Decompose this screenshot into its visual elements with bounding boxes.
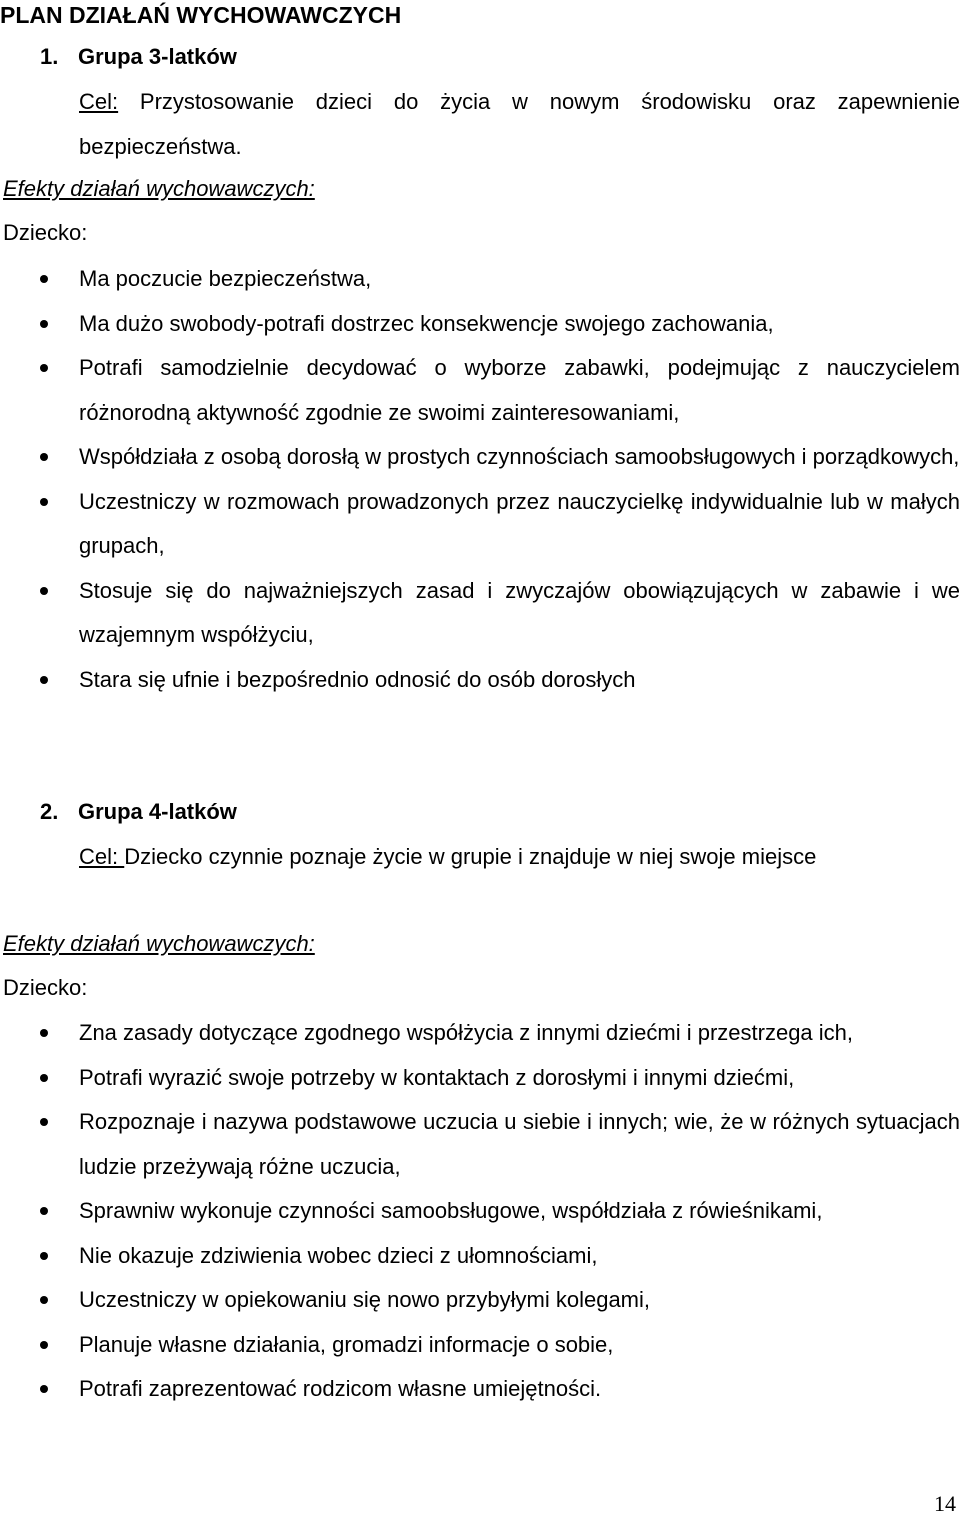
group-1-goal xyxy=(79,79,960,169)
bullet-icon xyxy=(40,498,48,506)
list-item xyxy=(0,480,960,569)
list-item-text: Stara się ufnie i bezpośrednio odnosić do osób dorosłych xyxy=(79,666,636,692)
goal-text: Dziecko czynnie poznaje życie w grupie i znajduje w niej swoje miejsce xyxy=(124,844,817,869)
group-2-child-label: Dziecko: xyxy=(3,975,88,1000)
bullet-icon xyxy=(40,676,48,684)
list-item-text: Ma dużo swobody-potrafi dostrzec konsekwencje swojego zachowania, xyxy=(79,310,774,336)
bullet-icon xyxy=(40,1385,48,1393)
list-item-text: Uczestniczy w rozmowach prowadzonych przez nauczycielkę indywidualnie lub w małych grupach, xyxy=(79,488,960,558)
list-item-text: Sprawniw wykonuje czynności samoobsługowe, współdziała z rówieśnikami, xyxy=(79,1198,823,1223)
bullet-icon xyxy=(40,1074,48,1082)
list-item xyxy=(0,658,960,703)
document-title: PLAN DZIAŁAŃ WYCHOWAWCZYCH xyxy=(0,2,402,28)
list-item-text: Rozpoznaje i nazywa podstawowe uczucia u siebie i innych; wie, że w różnych sytuacjach ludzie przeżywają różne uczucia, xyxy=(79,1109,960,1179)
group-2-heading xyxy=(40,797,237,827)
group-2-effects-title: Efekty działań wychowawczych: xyxy=(3,931,315,956)
list-item xyxy=(0,1100,960,1189)
bullet-icon xyxy=(40,1252,48,1260)
bullet-icon xyxy=(40,453,48,461)
list-item-text: Potrafi samodzielnie decydować o wyborze zabawki, podejmując z nauczycielem różnorodną aktywność zgodnie ze swoimi zainteresowaniami, xyxy=(79,355,960,425)
list-item xyxy=(0,1189,960,1234)
bullet-icon xyxy=(40,587,48,595)
goal-text: Przystosowanie dzieci do życia w nowym środowisku oraz zapewnienie bezpieczeństwa. xyxy=(79,89,960,159)
bullet-icon xyxy=(40,320,48,328)
group-2-title: Grupa 4-latków xyxy=(78,799,237,824)
list-item-text: Planuje własne działania, gromadzi informacje o sobie, xyxy=(79,1331,614,1357)
bullet-icon xyxy=(40,1296,48,1304)
list-item xyxy=(0,435,960,480)
list-item xyxy=(0,1367,960,1412)
group-2-goal xyxy=(79,834,960,879)
bullet-icon xyxy=(40,275,48,283)
group-1-effects-list xyxy=(0,257,960,702)
group-1-title: Grupa 3-latków xyxy=(78,44,237,69)
group-1-effects-title: Efekty działań wychowawczych: xyxy=(3,176,315,201)
page-number: 14 xyxy=(934,1491,956,1516)
list-item xyxy=(0,1323,960,1368)
list-item-text: Potrafi wyrazić swoje potrzeby w kontaktach z dorosłymi i innymi dziećmi, xyxy=(79,1064,795,1090)
goal-label: Cel: xyxy=(79,89,119,114)
list-item-text: Potrafi zaprezentować rodzicom własne umiejętności. xyxy=(79,1376,602,1401)
list-item-text: Ma poczucie bezpieczeństwa, xyxy=(79,266,372,291)
bullet-icon xyxy=(40,1341,48,1349)
list-item-text: Nie okazuje zdziwienia wobec dzieci z ułomnościami, xyxy=(79,1242,598,1268)
group-2-number: 2. xyxy=(40,799,59,824)
list-item-text: Uczestniczy w opiekowaniu się nowo przybyłymi kolegami, xyxy=(79,1287,651,1312)
list-item-text: Stosuje się do najważniejszych zasad i zwyczajów obowiązujących w zabawie i we wzajemnym współżyciu, xyxy=(79,577,960,647)
group-1-heading xyxy=(40,42,237,72)
list-item xyxy=(0,1234,960,1279)
bullet-icon xyxy=(40,1118,48,1126)
list-item xyxy=(0,569,960,658)
bullet-icon xyxy=(40,1029,48,1037)
list-item xyxy=(0,1056,960,1101)
list-item-text: Współdziała z osobą dorosłą w prostych czynnościach samoobsługowych i porządkowych, xyxy=(79,444,960,469)
list-item xyxy=(0,1278,960,1323)
list-item xyxy=(0,257,960,302)
list-item xyxy=(0,346,960,435)
list-item xyxy=(0,1011,960,1056)
bullet-icon xyxy=(40,1207,48,1215)
group-1-number: 1. xyxy=(40,44,59,69)
list-item-text: Zna zasady dotyczące zgodnego współżycia z innymi dziećmi i przestrzega ich, xyxy=(79,1020,854,1045)
list-item xyxy=(0,302,960,347)
bullet-icon xyxy=(40,364,48,372)
group-1-child-label: Dziecko: xyxy=(3,220,88,245)
goal-label: Cel: xyxy=(79,844,125,869)
group-2-effects-list xyxy=(0,1011,960,1412)
